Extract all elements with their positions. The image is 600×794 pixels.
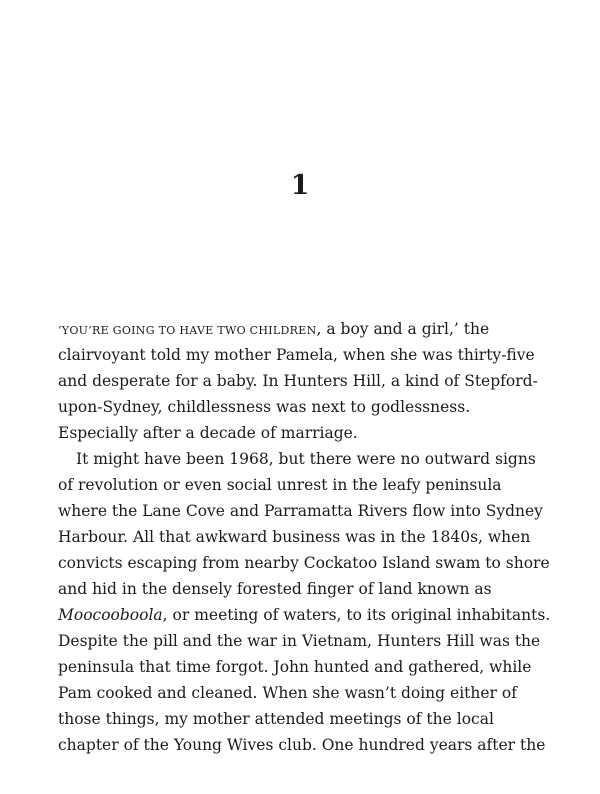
chapter-number: 1 (290, 170, 310, 201)
small-caps-opening: ‘YOU’RE GOING TO HAVE TWO CHILDREN (58, 324, 317, 337)
text-line (58, 602, 551, 628)
chapter-body-text (58, 316, 551, 758)
text-line: those things, my mother attended meetings of the local (58, 710, 494, 728)
text-line: where the Lane Cove and Parramatta Rivers flow into Sydney (58, 502, 543, 520)
text-line: of revolution or even social unrest in the leafy peninsula (58, 476, 502, 494)
text-line: Pam cooked and cleaned. When she wasn’t doing either of (58, 684, 517, 702)
text-line: and desperate for a baby. In Hunters Hill, a kind of Stepford- (58, 372, 538, 390)
paragraph-first-line: It might have been 1968, but there were no outward signs (76, 450, 536, 468)
text-line: convicts escaping from nearby Cockatoo Island swam to shore (58, 554, 550, 572)
text-line: Especially after a decade of marriage. (58, 424, 358, 442)
text-line-continuation: , or meeting of waters, to its original inhabitants. (162, 606, 551, 624)
text-line (58, 316, 548, 342)
text-line: clairvoyant told my mother Pamela, when she was thirty-five (58, 346, 535, 364)
text-line: upon-Sydney, childlessness was next to godlessness. (58, 398, 471, 416)
text-line: Harbour. All that awkward business was in the 1840s, when (58, 528, 531, 546)
text-line: chapter of the Young Wives club. One hundred years after the (58, 736, 546, 754)
text-line: peninsula that time forgot. John hunted and gathered, while (58, 658, 532, 676)
text-line: and hid in the densely forested finger of land known as (58, 580, 492, 598)
text-line: Despite the pill and the war in Vietnam, Hunters Hill was the (58, 632, 541, 650)
italic-place-name: Moocooboola (58, 606, 163, 624)
text-line-continuation: , a boy and a girl,’ the (316, 320, 490, 338)
